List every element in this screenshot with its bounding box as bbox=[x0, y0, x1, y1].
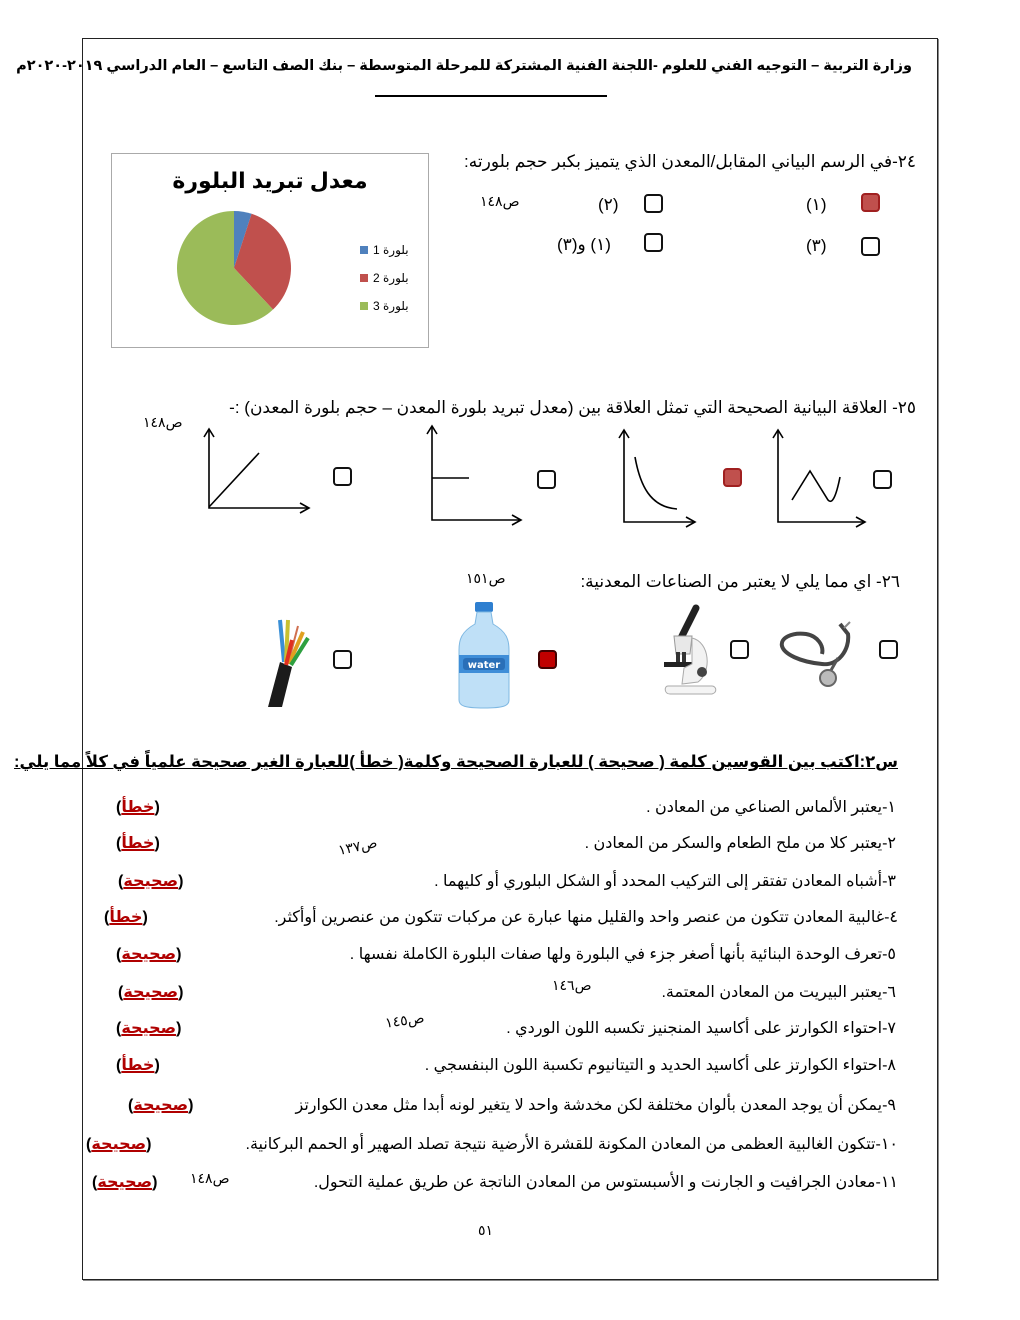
q25-option-1-checkbox[interactable] bbox=[333, 467, 352, 486]
microscope-image bbox=[652, 602, 724, 698]
q24-option-1-label: (١) bbox=[806, 195, 827, 214]
paren-open: ( bbox=[118, 873, 124, 890]
statement-text: ١٠-تتكون الغالبية العظمى من المعادن المكونة للقشرة الأرضية نتيجة تصلد الصهير أو الحمم البركانية. bbox=[245, 1136, 898, 1153]
document-header: وزارة التربية – التوجيه الفني للعلوم -اللجنة الفنية المشتركة للمرحلة المتوسطة – بنك الصف التاسع – العام الدراسي ٢٠١٩-٢٠٢٠م bbox=[16, 58, 912, 74]
graph-up-down-up bbox=[773, 430, 865, 527]
q26-page-ref: ص١٥١ bbox=[466, 570, 506, 586]
legend-item bbox=[360, 236, 409, 264]
statement-text: ٩-يمكن أن يوجد المعدن بألوان مختلفة لكن مخدشة واحد لا يتغير لونه أبدا مثل معدن الكوارتز bbox=[295, 1097, 896, 1114]
answer-field[interactable] bbox=[92, 1172, 157, 1192]
q24-option-4-checkbox[interactable] bbox=[644, 233, 663, 252]
q25-option-3-checkbox[interactable] bbox=[723, 468, 742, 487]
legend-label: بلورة 2 bbox=[373, 271, 409, 285]
q26-option-1-checkbox[interactable] bbox=[333, 650, 352, 669]
question-24: ٢٤-في الرسم البياني المقابل/المعدن الذي يتميز بكبر حجم بلورته: bbox=[464, 152, 916, 171]
answer-field[interactable] bbox=[116, 1018, 181, 1038]
q24-option-4-label: (١) و(٣) bbox=[557, 235, 611, 254]
statement-page-ref: ص١٤٥ bbox=[384, 1009, 426, 1031]
q24-option-3-checkbox[interactable] bbox=[861, 237, 880, 256]
water-bottle-image bbox=[455, 600, 515, 710]
legend-label: بلورة 3 bbox=[373, 299, 409, 313]
legend-label: بلورة 1 bbox=[373, 243, 409, 257]
paren-close: ) bbox=[154, 799, 160, 816]
q26-option-4-checkbox[interactable] bbox=[879, 640, 898, 659]
graph-constant bbox=[427, 426, 521, 525]
paren-close: ) bbox=[176, 1020, 182, 1037]
legend-item bbox=[360, 264, 409, 292]
q25-option-4-checkbox[interactable] bbox=[873, 470, 892, 489]
bottle-label: water bbox=[467, 660, 501, 671]
answer-word: صحيحة bbox=[133, 1097, 189, 1114]
paren-close: ) bbox=[146, 1136, 152, 1153]
answer-word: صحيحة bbox=[121, 1020, 177, 1037]
paren-open: ( bbox=[116, 1020, 122, 1037]
paren-open: ( bbox=[116, 946, 122, 963]
q25-option-2-checkbox[interactable] bbox=[537, 470, 556, 489]
q26-option-3-checkbox[interactable] bbox=[730, 640, 749, 659]
answer-word: صحيحة bbox=[97, 1174, 153, 1191]
answer-field[interactable] bbox=[116, 1055, 160, 1075]
paren-open: ( bbox=[116, 799, 122, 816]
stethoscope-image bbox=[778, 620, 860, 690]
answer-word: خطأ bbox=[121, 799, 155, 816]
statement-text: ٨-احتواء الكوارتز على أكاسيد الحديد و التيتانيوم تكسبة اللون البنفسجي . bbox=[424, 1057, 896, 1074]
q24-option-2-label: (٢) bbox=[598, 195, 619, 214]
page-number: ٥١ bbox=[478, 1222, 494, 1238]
paren-open: ( bbox=[86, 1136, 92, 1153]
answer-word: خطأ bbox=[121, 835, 155, 852]
graph-decreasing-curve bbox=[619, 430, 695, 527]
legend-swatch-3 bbox=[360, 302, 368, 310]
chart-legend bbox=[360, 236, 409, 320]
question-25: ٢٥- العلاقة البيانية الصحيحة التي تمثل العلاقة بين (معدل تبريد بلورة المعدن – حجم بلورة المعدن) :- bbox=[229, 398, 916, 417]
answer-word: صحيحة bbox=[123, 984, 179, 1001]
answer-field[interactable] bbox=[116, 833, 160, 853]
answer-field[interactable] bbox=[118, 982, 183, 1002]
paren-close: ) bbox=[176, 946, 182, 963]
q26-option-2-checkbox[interactable] bbox=[538, 650, 557, 669]
paren-close: ) bbox=[154, 1057, 160, 1074]
graph-increasing-linear bbox=[204, 429, 309, 513]
answer-word: صحيحة bbox=[121, 946, 177, 963]
statement-text: ٤-غالبية المعادن تتكون من عنصر واحد والقليل منها عبارة عن مركبات تتكون من عنصرين أوأكثر. bbox=[274, 909, 898, 926]
statement-text: ١١-معادن الجرافيت و الجارنت و الأسبستوس من المعادن الناتجة عن طريق عملية التحول. bbox=[313, 1174, 898, 1191]
paren-open: ( bbox=[118, 984, 124, 1001]
chart-title: معدل تبريد البلورة bbox=[172, 168, 368, 193]
legend-item bbox=[360, 292, 409, 320]
pie-chart bbox=[111, 153, 429, 348]
paren-close: ) bbox=[142, 909, 148, 926]
paren-close: ) bbox=[152, 1174, 158, 1191]
q24-page-ref: ص١٤٨ bbox=[480, 193, 520, 209]
paren-close: ) bbox=[178, 873, 184, 890]
paren-open: ( bbox=[128, 1097, 134, 1114]
q24-option-2-checkbox[interactable] bbox=[644, 194, 663, 213]
statement-text: ٦-يعتبر البيريت من المعادن المعتمة. bbox=[661, 984, 896, 1001]
answer-field[interactable] bbox=[104, 907, 148, 927]
statement-text: ٣-أشباه المعادن تفتقر إلى التركيب المحدد أو الشكل البلوري أو كليهما . bbox=[434, 873, 896, 890]
answer-field[interactable] bbox=[116, 797, 160, 817]
answer-field[interactable] bbox=[86, 1134, 151, 1154]
paren-close: ) bbox=[154, 835, 160, 852]
statement-text: ١-يعتبر الألماس الصناعي من المعادن . bbox=[646, 799, 896, 816]
legend-swatch-1 bbox=[360, 246, 368, 254]
answer-field[interactable] bbox=[116, 944, 181, 964]
statement-text: ٧-احتواء الكوارتز على أكاسيد المنجنيز تكسبه اللون الوردي . bbox=[506, 1020, 896, 1037]
statement-text: ٥-تعرف الوحدة البنائية بأنها أصغر جزء في البلورة ولها صفات البلورة الكاملة نفسها . bbox=[349, 946, 896, 963]
question-26: ٢٦- اي مما يلي لا يعتبر من الصناعات المعدنية: bbox=[580, 572, 900, 591]
section-2-title: س٢:اكتب بين القوسين كلمة ( صحيحة ) للعبارة الصحيحة وكلمة( خطأ )للعبارة الغير صحيحة علمياً في كلاً مما يلي: bbox=[14, 753, 898, 771]
answer-word: صحيحة bbox=[91, 1136, 147, 1153]
statement-page-ref: ص١٤٦ bbox=[552, 977, 592, 993]
answer-word: خطأ bbox=[121, 1057, 155, 1074]
paren-close: ) bbox=[178, 984, 184, 1001]
q24-option-1-checkbox[interactable] bbox=[861, 193, 880, 212]
statement-text: ٢-يعتبر كلا من ملح الطعام والسكر من المعادن . bbox=[584, 835, 896, 852]
paren-close: ) bbox=[188, 1097, 194, 1114]
statement-page-ref: ص١٣٧ bbox=[336, 834, 379, 858]
header-divider bbox=[375, 95, 607, 97]
q24-option-3-label: (٣) bbox=[806, 236, 827, 255]
legend-swatch-2 bbox=[360, 274, 368, 282]
answer-word: خطأ bbox=[109, 909, 143, 926]
answer-field[interactable] bbox=[128, 1095, 193, 1115]
paren-open: ( bbox=[92, 1174, 98, 1191]
statement-page-ref: ص١٤٨ bbox=[190, 1170, 230, 1186]
answer-field[interactable] bbox=[118, 871, 183, 891]
paren-open: ( bbox=[104, 909, 110, 926]
paren-open: ( bbox=[116, 835, 122, 852]
answer-word: صحيحة bbox=[123, 873, 179, 890]
q25-page-ref: ص١٤٨ bbox=[143, 414, 183, 430]
paren-open: ( bbox=[116, 1057, 122, 1074]
